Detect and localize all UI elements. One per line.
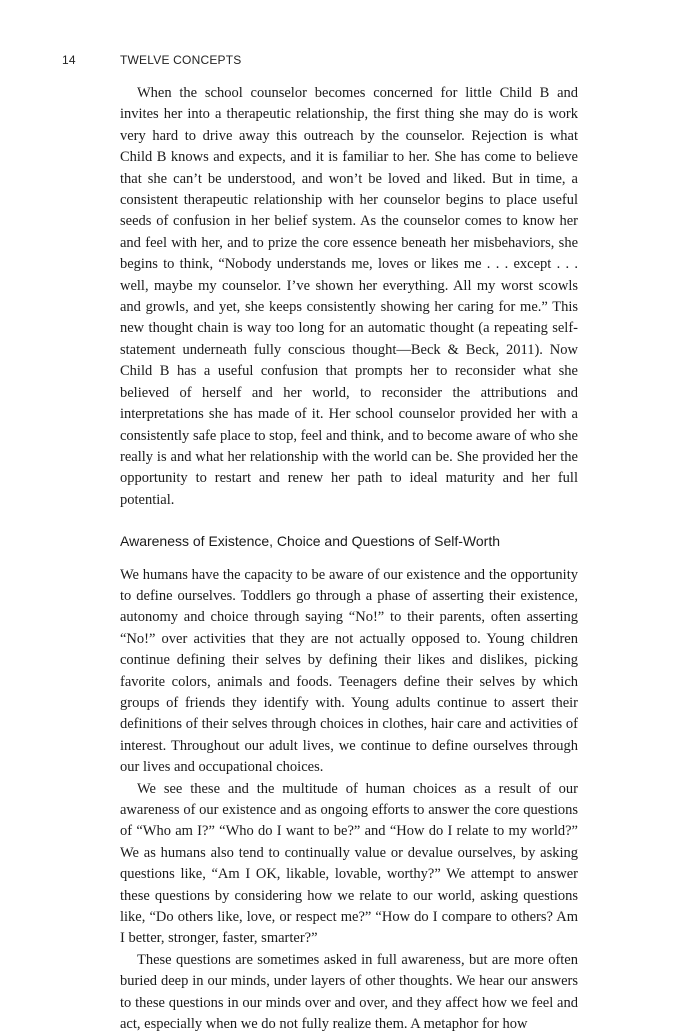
paragraph-awareness-2: We see these and the multitude of human choices as a result of our awareness of our existence and as ongoing efforts to answer the core questions of “Who am I?” “Who do I want to be?” and “How do I relate to my world?” We as humans also tend to continually value or devalue ourselves, by asking questions like, “Am I OK, likable, lovable, worthy?” We attempt to answer these questions by considering how we relate to our world, asking questions like, “Do others like, love, or respect me?” “How do I compare to others? Am I better, stronger, faster, smarter?” (120, 780, 578, 947)
paragraph-awareness-1: We humans have the capacity to be aware of our existence and the opportunity to define ourselves. Toddlers go through a phase of asserting their existence, autonomy and choice through saying “No!” to their parents, often asserting “No!” over activities that they are not actually opposed to. Young children continue defining their selves by defining their likes and dislikes, picking favorite colors, animals and foods. Teenagers define their selves by which groups of friends they identify with. Young adults continue to assert their definitions of their selves through choices in clothes, hair care and activities of interest. Throughout our adult lives, we continue to define ourselves through our lives and occupational choices. (120, 566, 578, 776)
body-text (120, 83, 578, 1035)
section-heading: Awareness of Existence, Choice and Questions of Self-Worth (120, 533, 501, 550)
running-head (62, 53, 241, 67)
paragraph-awareness-3: These questions are sometimes asked in full awareness, but are more often buried deep in our minds, under layers of other thoughts. We hear our answers to these questions in our minds over and over, and they affect how we feel and act, especially when we do not fully realize them. A metaphor for how (120, 951, 578, 1033)
page-number: 14 (62, 53, 76, 67)
paragraph-child-b: When the school counselor becomes concerned for little Child B and invites her into a therapeutic relationship, the first thing she may do is work very hard to drive away this outreach by the counselor. Rejection is what Child B knows and expects, and it is familiar to her. She has come to believe that she can’t be understood, and won’t be loved and liked. But in time, a consistent therapeutic relationship with her counselor begins to place useful seeds of confusion in her belief system. As the counselor comes to know her and feel with her, and to prize the core essence beneath her misbehaviors, she begins to think, “Nobody understands me, loves or likes me . . . except . . . well, maybe my counselor. I’ve shown her everything. All my worst scowls and growls, and yet, she keeps consistently showing her caring for me.” This new thought chain is way too long for an automatic thought (a repeating self-statement underneath fully conscious thought—Beck & Beck, 2011). Now Child B has a useful confusion that prompts her to reconsider what she believed of herself and her world, to reconsider the attributions and interpretations she has made of it. Her school counselor provided her with a consistently safe place to stop, feel and think, and to become aware of who she really is and what her relationship with the world can be. She provided her the opportunity to restart and renew her path to ideal maturity and her full potential. (120, 85, 578, 508)
running-title: TWELVE CONCEPTS (120, 53, 242, 67)
